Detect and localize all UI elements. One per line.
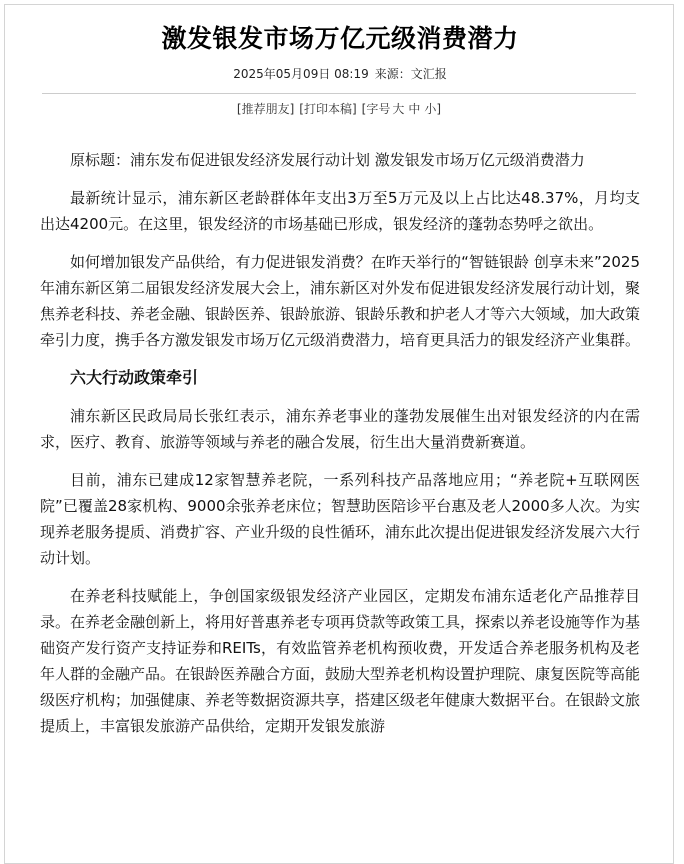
print-article-link[interactable]: [打印本稿] [299,102,357,116]
paragraph: 浦东新区民政局局长张红表示，浦东养老事业的蓬勃发展催生出对银发经济的内在需求，医疗、教育、旅游等领域与养老的融合发展，衍生出大量消费新赛道。 [40,407,640,451]
article-meta [0,66,680,82]
font-size-medium-link[interactable]: 中 [408,102,421,116]
font-size-small-link[interactable]: 小] [424,102,442,116]
publish-date: 2025年05月09日 08:19 [233,67,369,81]
paragraph: 最新统计显示，浦东新区老龄群体年支出3万至5万元及以上占比达48.37%，月均支出达4200元。在这里，银发经济的市场基础已形成，银发经济的蓬勃态势呼之欲出。 [40,189,640,233]
page-title: 激发银发市场万亿元级消费潜力 [161,24,519,53]
paragraph: 在养老科技赋能上，争创国家级银发经济产业园区，定期发布浦东适老化产品推荐目录。在养老金融创新上，将用好普惠养老专项再贷款等政策工具，探索以养老设施等作为基础资产发行资产支持证券和REITs，有效监管养老机构预收费，开发适合养老服务机构及老年人群的金融产品。在银龄医养融合方面，鼓励大型养老机构设置护理院、康复医院等高能级医疗机构；加强健康、养老等数据资源共享，搭建区级老年健康大数据平台。在银龄文旅提质上，丰富银发旅游产品供给，定期开发银发旅游 [40,587,641,735]
paragraph-original-title: 原标题：浦东发布促进银发经济发展行动计划 激发银发市场万亿元级消费潜力 [70,151,585,169]
paragraph: 目前，浦东已建成12家智慧养老院，一系列科技产品落地应用；“养老院+互联网医院”已覆盖28家机构、9000余张养老床位；智慧助医陪诊平台惠及老人2000多人次。为实现养老服务提质、消费扩容、产业升级的良性循环，浦东此次提出促进银发经济发展六大行动计划。 [40,471,641,567]
font-size-large-link[interactable]: 大 [392,102,405,116]
header-divider [42,93,636,94]
article-toolbar [0,101,680,117]
font-size-label: [字号 [361,102,391,116]
paragraph: 如何增加银发产品供给，有力促进银发消费？在昨天举行的“智链银龄 创享未来”2025年浦东新区第二届银发经济发展大会上，浦东新区对外发布促进银发经济发展行动计划，聚焦养老科技、养老金融、银龄医养、银龄旅游、银龄乐教和护老人才等六大领域，加大政策牵引力度，携手各方激发银发市场万亿元级消费潜力，培育更具活力的银发经济产业集群。 [40,253,641,349]
recommend-friend-link[interactable]: [推荐朋友] [236,102,295,116]
section-heading: 六大行动政策牵引 [70,368,199,387]
article-body [40,147,640,751]
article-source: 来源：文汇报 [374,67,447,81]
